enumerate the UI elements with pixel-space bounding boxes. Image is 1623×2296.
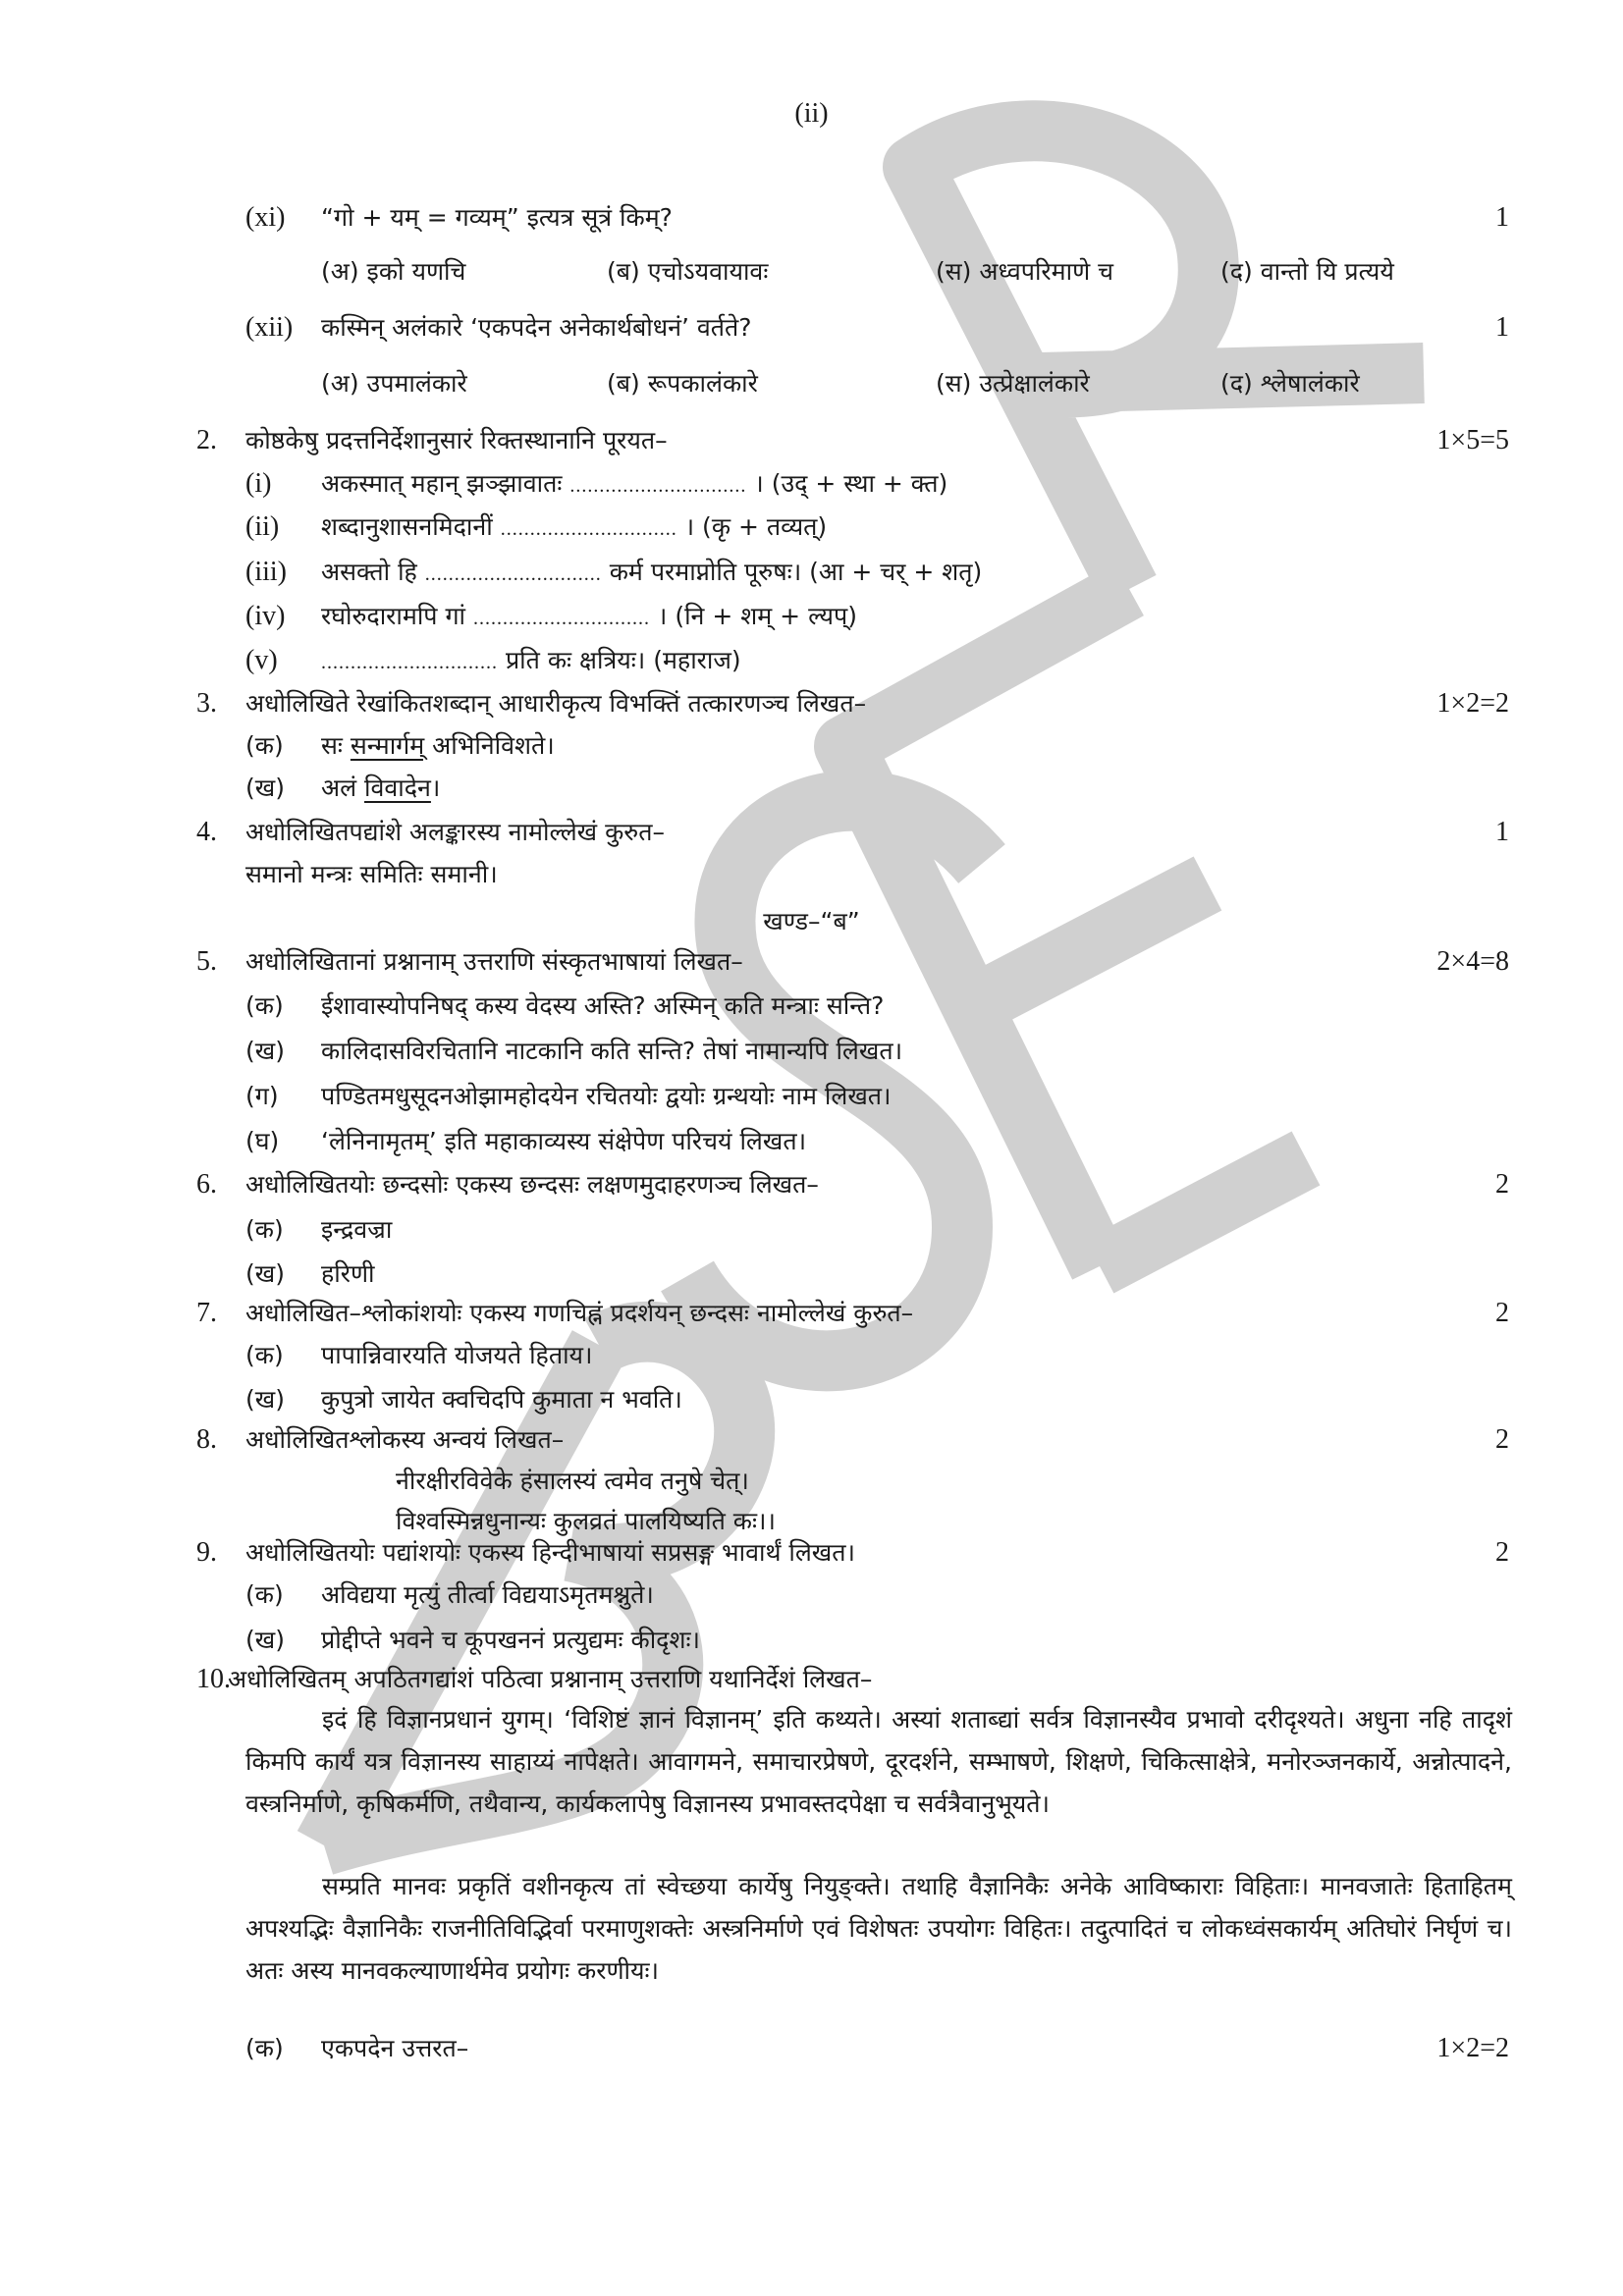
question-marks: 2: [1495, 1298, 1509, 1328]
question-marks: 2×4=8: [1436, 946, 1509, 977]
item-label: (ख): [245, 1385, 285, 1414]
question-marks: 1×2=2: [1436, 688, 1509, 719]
item-after: कर्म परमाप्नोति पूरुषः। (आ + चर् + शतृ): [609, 558, 983, 586]
question-marks: 1×2=2: [1436, 2033, 1509, 2063]
question-number: 3.: [196, 688, 217, 719]
item-label: (क): [245, 1341, 284, 1369]
verse-line: समानो मन्त्रः समितिः समानी।: [245, 860, 498, 888]
fill-blank-item: [321, 556, 982, 591]
question-number: 4.: [196, 817, 217, 847]
item-text: ‘लेनिनामृतम्’ इति महाकाव्यस्य संक्षेपेण परिचयं लिखत।: [321, 1127, 807, 1155]
question-text: अधोलिखितम् अपठितगद्यांशं पठित्वा प्रश्नानाम् उत्तराणि यथानिर्देशं लिखत–: [228, 1665, 873, 1693]
question-marks: 2: [1495, 1169, 1509, 1200]
question-text: अधोलिखितयोः छन्दसोः एकस्य छन्दसः लक्षणमुदाहरणञ्च लिखत–: [245, 1170, 819, 1199]
question-text: अधोलिखितानां प्रश्नानाम् उत्तराणि संस्कृतभाषायां लिखत–: [245, 947, 743, 976]
item-pre: अलं: [321, 774, 357, 802]
option-c: (स) उत्प्रेक्षालंकारे: [936, 369, 1090, 398]
question-number: 8.: [196, 1424, 217, 1455]
question-label: (xii): [245, 312, 294, 343]
fill-blank-item: [321, 510, 827, 546]
option-b: (ब) रूपकालंकारे: [607, 369, 758, 398]
item-after: । (कृ + तव्यत्): [684, 512, 828, 541]
sentence-item: [321, 729, 555, 763]
item-label: (ख): [245, 1259, 285, 1288]
verse-line: नीरक्षीरविवेके हंसालस्यं त्वमेव तनुषे चेत्।: [396, 1467, 749, 1495]
item-after: । (उद् + स्था + क्त): [754, 469, 948, 498]
item-before: शब्दानुशासनमिदानीं: [321, 512, 493, 541]
item-label: (ग): [245, 1082, 279, 1110]
blank: ..............................: [424, 563, 602, 585]
item-after: । (नि + शम् + ल्यप्): [657, 602, 857, 630]
item-label: (iii): [245, 557, 287, 587]
option-d: (द) वान्तो यि प्रत्यये: [1220, 257, 1394, 286]
item-text: कुपुत्रो जायेत क्वचिदपि कुमाता न भवति।: [321, 1385, 682, 1414]
option-a: (अ) इको यणचि: [321, 257, 466, 286]
item-text: एकपदेन उत्तरत–: [321, 2034, 469, 2062]
question-text: कोष्ठकेषु प्रदत्तनिर्देशानुसारं रिक्तस्थानानि पूरयत–: [245, 426, 668, 454]
question-text: कस्मिन् अलंकारे ‘एकपदेन अनेकार्थबोधनं’ वर्तते?: [321, 313, 752, 342]
item-before: असक्तो हि: [321, 558, 417, 586]
question-number: 2.: [196, 425, 217, 455]
item-text: हरिणी: [321, 1259, 375, 1288]
question-marks: 2: [1495, 1537, 1509, 1568]
item-after: प्रति कः क्षत्रियः। (महाराज): [505, 646, 741, 674]
item-label: (क): [245, 991, 284, 1020]
question-number: 7.: [196, 1298, 217, 1328]
item-post: अभिनिविशते।: [432, 731, 555, 760]
fill-blank-item: [321, 644, 741, 679]
question-text: अधोलिखितपद्यांशे अलङ्कारस्य नामोल्लेखं कुरुत–: [245, 818, 665, 846]
question-text: अधोलिखितयोः पद्यांशयोः एकस्य हिन्दीभाषायां सप्रसङ्ग भावार्थं लिखत।: [245, 1538, 855, 1567]
item-label: (क): [245, 2034, 284, 2062]
section-heading: खण्ड–“ब”: [763, 907, 860, 935]
underlined-word: सन्मार्गम्: [350, 731, 425, 760]
item-label: (iv): [245, 601, 286, 631]
item-label: (घ): [245, 1127, 280, 1155]
question-marks: 1×5=5: [1436, 425, 1509, 455]
item-text: पापान्निवारयति योजयते हिताय।: [321, 1341, 593, 1369]
question-marks: 1: [1495, 817, 1509, 847]
fill-blank-item: [321, 600, 857, 635]
item-text: ईशावास्योपनिषद् कस्य वेदस्य अस्ति? अस्मिन् कति मन्त्राः सन्ति?: [321, 991, 885, 1020]
page-number: (ii): [794, 98, 829, 129]
item-before: अकस्मात् महान् झञ्झावातः: [321, 469, 563, 498]
blank: ..............................: [500, 518, 677, 540]
item-label: (v): [245, 645, 278, 675]
question-text: “गो + यम् = गव्यम्” इत्यत्र सूत्रं किम्?: [321, 203, 673, 232]
item-label: (क): [245, 1215, 284, 1244]
option-c: (स) अध्वपरिमाणे च: [936, 257, 1113, 286]
question-number: 9.: [196, 1537, 217, 1568]
item-label: (क): [245, 731, 284, 760]
item-before: रघोरुदारामपि गां: [321, 602, 465, 630]
option-d: (द) श्लेषालंकारे: [1220, 369, 1360, 398]
item-label: (ख): [245, 1626, 285, 1654]
item-label: (ख): [245, 1037, 285, 1065]
verse-line: विश्वस्मिन्नधुनान्यः कुलव्रतं पालयिष्यति कः।।: [396, 1507, 776, 1535]
sentence-item: [321, 772, 440, 805]
question-marks: 2: [1495, 1424, 1509, 1455]
question-number: 5.: [196, 946, 217, 977]
item-text: प्रोद्दीप्ते भवने च कूपखननं प्रत्युद्यमः कीदृशः।: [321, 1626, 700, 1654]
question-text: अधोलिखिते रेखांकितशब्दान् आधारीकृत्य विभक्तिं तत्कारणञ्च लिखत–: [245, 689, 867, 718]
question-marks: 1: [1495, 312, 1509, 343]
unseen-passage-paragraph: सम्प्रति मानवः प्रकृतिं वशीनकृत्य तां स्वेच्छया कार्येषु नियुङ्क्ते। तथाहि वैज्ञानिकैः अनेके आविष्काराः विहिताः। मानवजातेः हिताहितम् अपश्यद्भिः वैज्ञानिकैः राजनीतिविद्भिर्वा परमाणुशक्तेः अस्त्रनिर्माणे एवं विशेषतः उपयोगः विहितः। तदुत्पादितं च लोकध्वंसकार्यम् अतिघोरं निर्घृणं च। अतः अस्य मानवकल्याणार्थमेव प्रयोगः करणीयः।: [245, 1872, 1512, 1985]
question-text: अधोलिखितश्लोकस्य अन्वयं लिखत–: [245, 1425, 565, 1454]
item-text: पण्डितमधुसूदनओझामहोदयेन रचितयोः द्वयोः ग्रन्थयोः नाम लिखत।: [321, 1082, 892, 1110]
question-label: (xi): [245, 202, 286, 233]
item-text: कालिदासविरचितानि नाटकानि कति सन्ति? तेषां नामान्यपि लिखत।: [321, 1037, 903, 1065]
item-label: (क): [245, 1580, 284, 1609]
blank: ..............................: [569, 475, 747, 497]
question-number: 10.: [196, 1664, 231, 1694]
blank: ..............................: [472, 608, 650, 629]
option-b: (ब) एचोऽयवायावः: [607, 257, 769, 286]
question-marks: 1: [1495, 202, 1509, 233]
item-label: (ख): [245, 774, 285, 802]
unseen-passage-paragraph: इदं हि विज्ञानप्रधानं युगम्। ‘विशिष्टं ज्ञानं विज्ञानम्’ इति कथ्यते। अस्यां शताब्द्यां सर्वत्र विज्ञानस्यैव प्रभावो दरीदृश्यते। अधुना नहि तादृशं किमपि कार्यं यत्र विज्ञानस्य साहाय्यं नापेक्षते। आवागमने, समाचारप्रेषणे, दूरदर्शने, सम्भाषणे, शिक्षणे, चिकित्साक्षेत्रे, मनोरञ्जनकार्ये, अन्नोत्पादने, वस्त्रनिर्माणे, कृषिकर्मणि, तथैवान्य, कार्यकलापेषु विज्ञानस्य प्रभावस्तदपेक्षा च सर्वत्रैवानुभूयते।: [245, 1705, 1512, 1818]
question-number: 6.: [196, 1169, 217, 1200]
item-pre: सः: [321, 731, 343, 760]
question-text: अधोलिखित–श्लोकांशयोः एकस्य गणचिह्नं प्रदर्शयन् छन्दसः नामोल्लेखं कुरुत–: [245, 1299, 914, 1327]
option-a: (अ) उपमालंकारे: [321, 369, 467, 398]
item-text: इन्द्रवज्रा: [321, 1215, 393, 1244]
item-post: ।: [430, 774, 441, 802]
fill-blank-item: [321, 467, 947, 503]
item-label: (ii): [245, 511, 280, 542]
item-label: (i): [245, 468, 272, 499]
item-text: अविद्यया मृत्युं तीर्त्वा विद्ययाऽमृतमश्नुते।: [321, 1580, 654, 1609]
blank: ..............................: [321, 652, 498, 673]
underlined-word: विवादेन: [364, 774, 431, 802]
